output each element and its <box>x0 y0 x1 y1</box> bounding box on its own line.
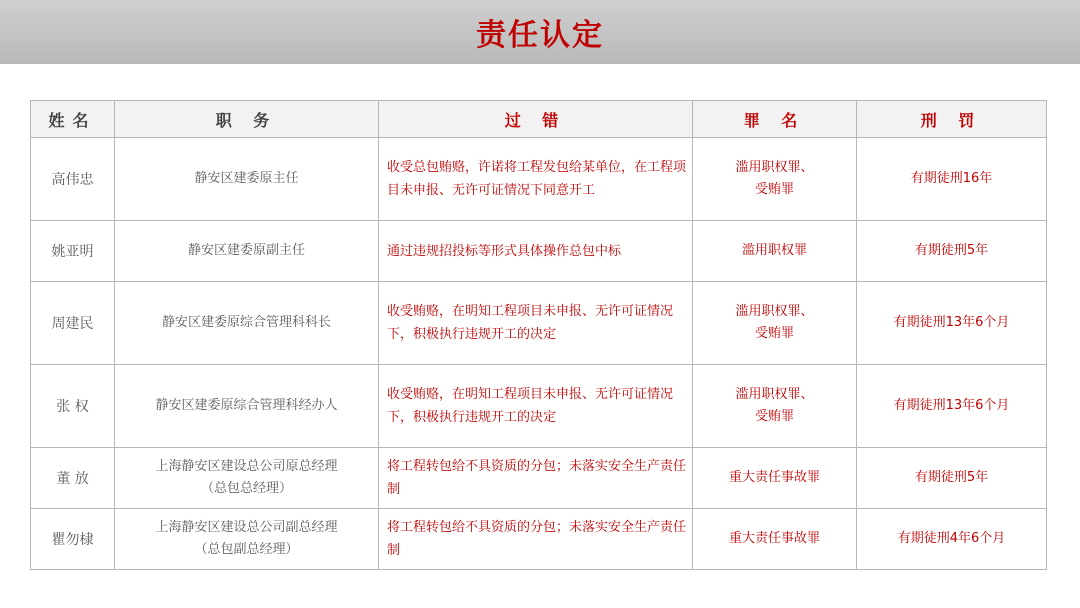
table-row <box>31 138 1047 221</box>
fault-cell: 将工程转包给不具资质的分包；未落实安全生产责任制 <box>379 509 693 570</box>
fault-cell: 收受贿赂，在明知工程项目未申报、无许可证情况下，积极执行违规开工的决定 <box>379 282 693 365</box>
penalty-cell: 有期徒刑13年6个月 <box>857 365 1047 448</box>
name-cell: 董 放 <box>31 448 115 509</box>
position-cell: 静安区建委原综合管理科经办人 <box>115 365 379 448</box>
crime-cell: 滥用职权罪、 受贿罪 <box>693 282 857 365</box>
fault-cell: 通过违规招投标等形式具体操作总包中标 <box>379 221 693 282</box>
fault-cell: 将工程转包给不具资质的分包；未落实安全生产责任制 <box>379 448 693 509</box>
crime-cell: 滥用职权罪 <box>693 221 857 282</box>
fault-cell: 收受贿赂，在明知工程项目未申报、无许可证情况下，积极执行违规开工的决定 <box>379 365 693 448</box>
table-row <box>31 221 1047 282</box>
crime-cell: 重大责任事故罪 <box>693 509 857 570</box>
table-header-row <box>31 101 1047 138</box>
name-cell: 周建民 <box>31 282 115 365</box>
position-cell: 静安区建委原主任 <box>115 138 379 221</box>
fault-cell: 收受总包贿赂，许诺将工程发包给某单位，在工程项目未申报、无许可证情况下同意开工 <box>379 138 693 221</box>
penalty-cell: 有期徒刑13年6个月 <box>857 282 1047 365</box>
table-row <box>31 448 1047 509</box>
column-header-crime: 罪 名 <box>693 101 857 138</box>
position-cell: 静安区建委原副主任 <box>115 221 379 282</box>
crime-cell: 滥用职权罪、 受贿罪 <box>693 365 857 448</box>
penalty-cell: 有期徒刑5年 <box>857 448 1047 509</box>
name-cell: 姚亚明 <box>31 221 115 282</box>
name-cell: 瞿勿棣 <box>31 509 115 570</box>
position-cell: 静安区建委原综合管理科科长 <box>115 282 379 365</box>
page-title: 责任认定 <box>476 18 604 53</box>
column-header-fault: 过 错 <box>379 101 693 138</box>
table-row <box>31 282 1047 365</box>
column-header-penalty: 刑 罚 <box>857 101 1047 138</box>
penalty-cell: 有期徒刑5年 <box>857 221 1047 282</box>
position-cell: 上海静安区建设总公司原总经理 （总包总经理） <box>115 448 379 509</box>
table-row <box>31 365 1047 448</box>
column-header-position: 职 务 <box>115 101 379 138</box>
name-cell: 高伟忠 <box>31 138 115 221</box>
position-cell: 上海静安区建设总公司副总经理 （总包副总经理） <box>115 509 379 570</box>
responsibility-table <box>30 100 1047 570</box>
penalty-cell: 有期徒刑4年6个月 <box>857 509 1047 570</box>
column-header-name: 姓名 <box>31 101 115 138</box>
table-row <box>31 509 1047 570</box>
name-cell: 张 权 <box>31 365 115 448</box>
crime-cell: 重大责任事故罪 <box>693 448 857 509</box>
title-bar <box>0 0 1080 64</box>
crime-cell: 滥用职权罪、 受贿罪 <box>693 138 857 221</box>
penalty-cell: 有期徒刑16年 <box>857 138 1047 221</box>
